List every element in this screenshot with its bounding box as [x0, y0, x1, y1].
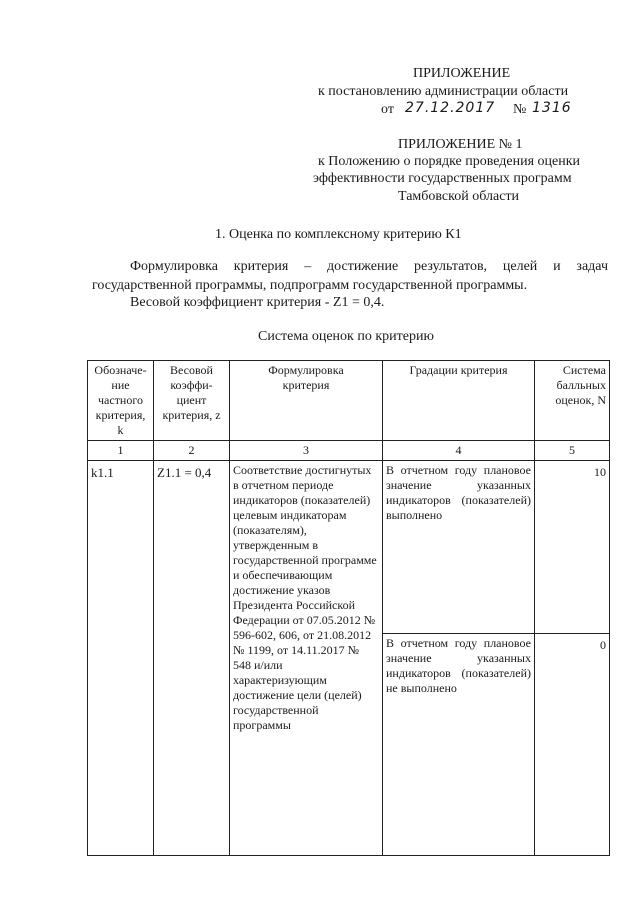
appendix-title: ПРИЛОЖЕНИЕ	[413, 66, 511, 81]
column-number-1: 1	[88, 441, 154, 461]
from-label: от	[381, 102, 394, 117]
header-score-system: Система балльных оценок, N	[535, 361, 610, 441]
gradation-fulfilled: В отчетном году плановое значение указанных индикаторов (показателей) выполнено	[383, 461, 535, 634]
criteria-table	[87, 360, 610, 856]
criterion-code: k1.1	[88, 461, 154, 856]
table-title: Система оценок по критерию	[258, 329, 434, 344]
appendix1-title: ПРИЛОЖЕНИЕ № 1	[398, 137, 523, 152]
column-number-3: 3	[230, 441, 383, 461]
number-label: №	[513, 102, 527, 117]
header-formulation: Формулировка критерия	[230, 361, 383, 441]
column-number-2: 2	[154, 441, 230, 461]
appendix-reference: к постановлению администрации области	[318, 84, 569, 99]
column-number-4: 4	[383, 441, 535, 461]
appendix1-line3: Тамбовской области	[398, 189, 520, 204]
header-gradations: Градации критерия	[383, 361, 535, 441]
criterion-description: Соответствие достигнутых в отчетном периоде индикаторов (показателей) целевым индикаторам (показателям), утвержденным в государственной программе и обеспечивающим достижение указов Президента Российской Федерации от 07.05.2012 № 596-602, 606, от 21.08.2012 № 1199, от 14.11.2017 № 548 и/или характеризующим достижение цели (целей) государственной программы	[230, 461, 383, 856]
criterion-weight: Z1.1 = 0,4	[154, 461, 230, 856]
section-title: 1. Оценка по комплексному критерию К1	[215, 227, 462, 242]
table-row	[88, 461, 610, 634]
header-weight: Весовой коэффи- циент критерия, z	[154, 361, 230, 441]
column-number-5: 5	[535, 441, 610, 461]
weight-line: Весовой коэффициент критерия - Z1 = 0,4.	[130, 295, 385, 310]
gradation-not-fulfilled: В отчетном году плановое значение указанных индикаторов (показателей) не выполнено	[383, 634, 535, 856]
handwritten-number: 1316	[532, 100, 572, 116]
appendix1-line1: к Положению о порядке проведения оценки	[318, 154, 581, 169]
appendix1-line2: эффективности государственных программ	[313, 171, 572, 186]
handwritten-date: 27.12.2017	[405, 100, 496, 116]
table-number-row	[88, 441, 610, 461]
score-fulfilled: 10	[535, 461, 610, 634]
header-criterion-code: Обозначе- ние частного критерия, k	[88, 361, 154, 441]
score-not-fulfilled: 0	[535, 634, 610, 856]
table-header-row	[88, 361, 610, 441]
criterion-paragraph: Формулировка критерия – достижение результатов, целей и задач государственной программы, подпрограмм государственной программы.	[92, 259, 608, 293]
